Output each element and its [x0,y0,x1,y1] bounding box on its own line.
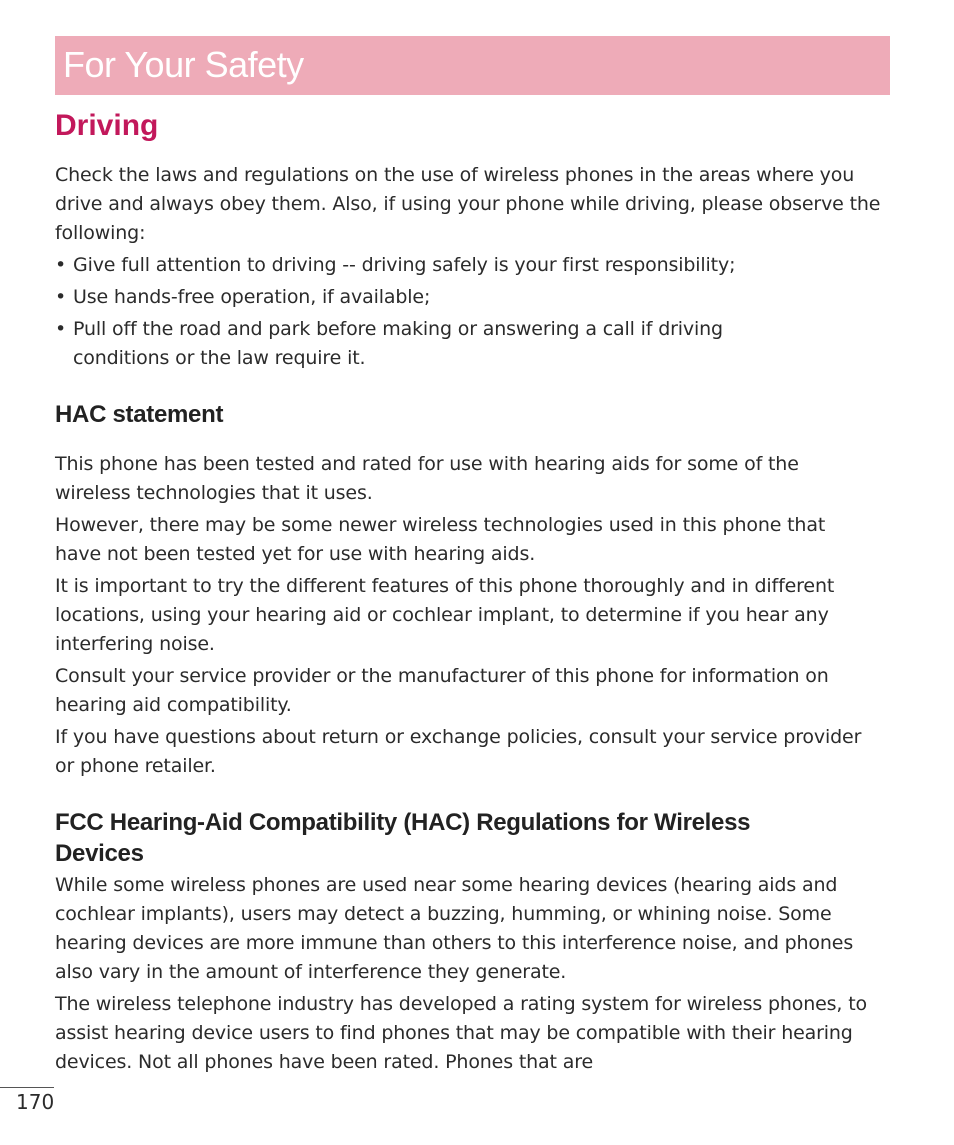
page-header-title: For Your Safety [63,44,304,85]
page-header-banner [55,36,890,95]
driving-section [55,106,890,373]
hac-paragraph: If you have questions about return or exchange policies, consult your service provider or phone retailer. [55,726,862,777]
page-content [55,106,890,1077]
hac-heading: HAC statement [55,401,224,428]
driving-bullet-list [55,251,815,373]
footer-rule [0,1087,54,1088]
fcc-heading: FCC Hearing-Aid Compatibility (HAC) Regulations for Wireless Devices [55,809,751,867]
driving-heading: Driving [55,109,159,142]
hac-paragraph: It is important to try the different features of this phone thoroughly and in different locations, using your hearing aid or cochlear implant, to determine if you hear any interfering noise. [55,575,835,655]
fcc-paragraph: The wireless telephone industry has developed a rating system for wireless phones, to assist hearing device users to find phones that may be compatible with their hearing devices. Not all phones have been rated. Phones that are [55,993,867,1073]
page-number: 170 [16,1090,55,1114]
driving-bullet: • Pull off the road and park before making or answering a call if driving conditions or the law require it. [55,318,723,369]
hac-paragraph: This phone has been tested and rated for use with hearing aids for some of the wireless technologies that it uses. [55,453,799,504]
hac-paragraph: Consult your service provider or the manufacturer of this phone for information on hearing aid compatibility. [55,665,829,716]
driving-intro: Check the laws and regulations on the use of wireless phones in the areas where you drive and always obey them. Also, if using your phone while driving, please observe the following: [55,164,881,244]
driving-bullet: • Use hands-free operation, if available; [55,286,431,308]
hac-paragraph: However, there may be some newer wireless technologies used in this phone that have not been tested yet for use with hearing aids. [55,514,826,565]
driving-bullet: • Give full attention to driving -- driving safely is your first responsibility; [55,254,736,276]
fcc-section [55,807,890,1077]
fcc-paragraph: While some wireless phones are used near some hearing devices (hearing aids and cochlear implants), users may detect a buzzing, humming, or whining noise. Some hearing devices are more immune than others to this interference noise, and phones also vary in the amount of interference they generate. [55,874,854,983]
hac-section [55,399,890,781]
